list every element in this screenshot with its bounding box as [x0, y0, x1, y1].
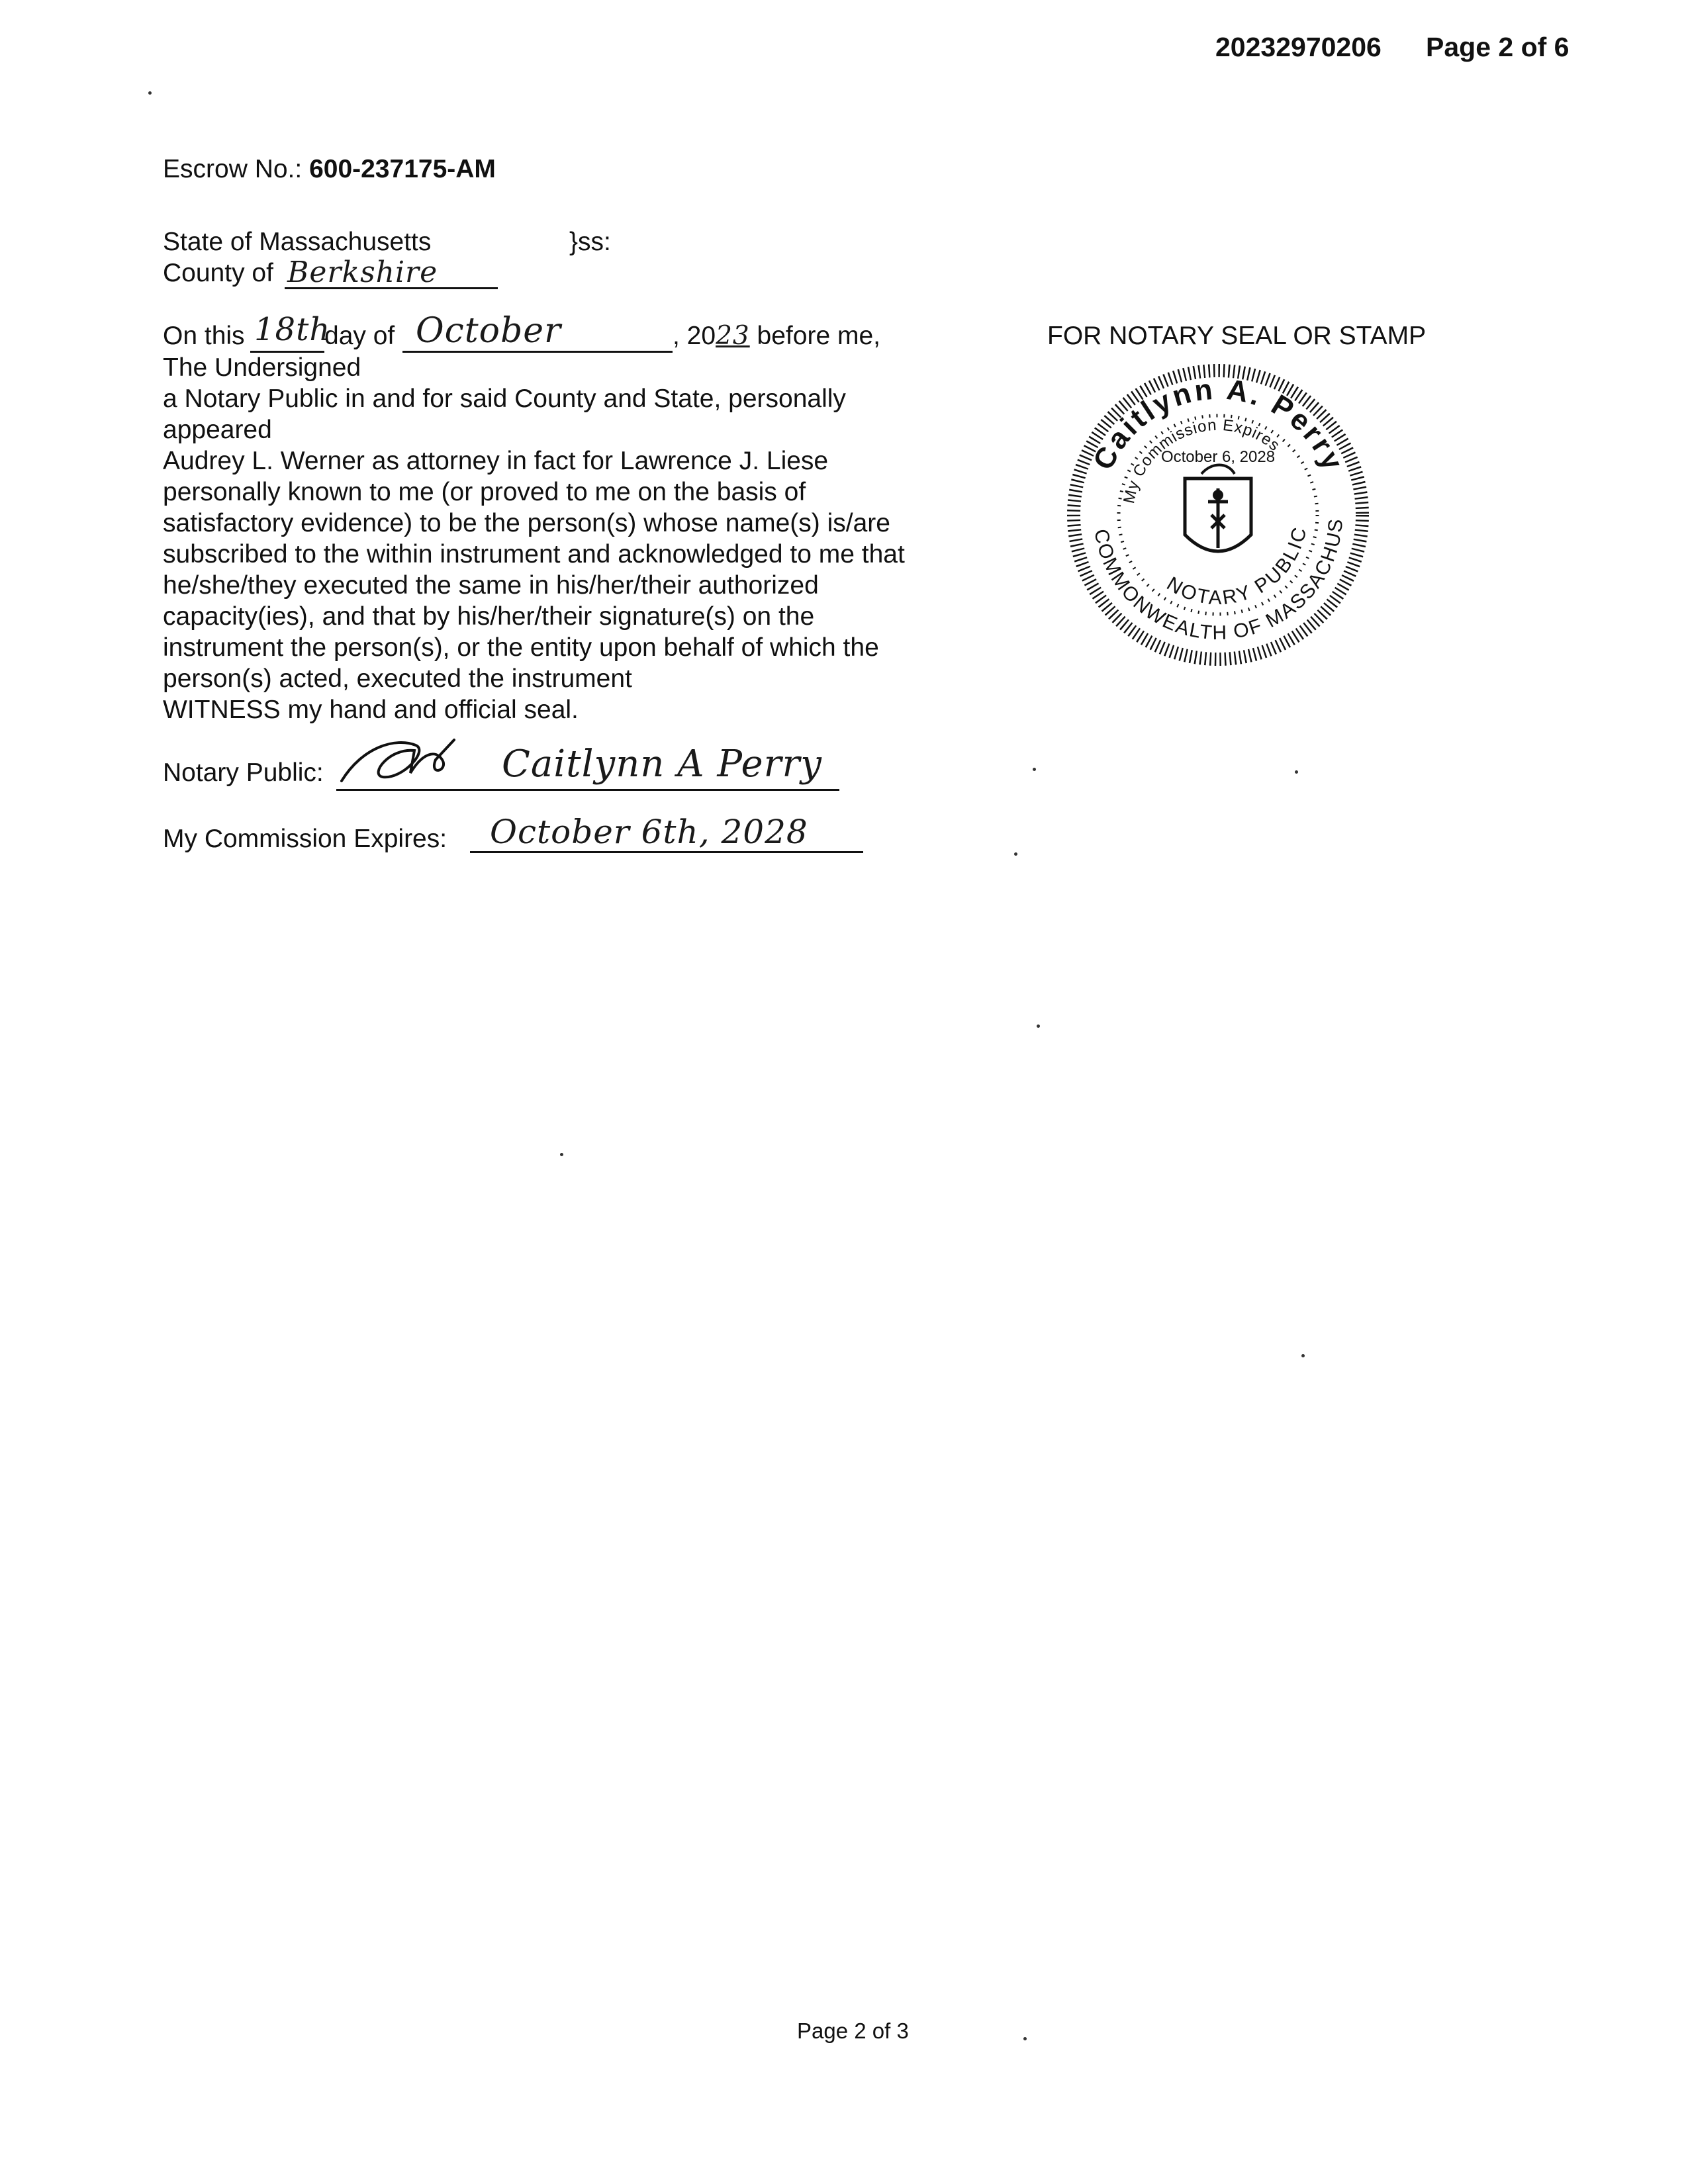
state-line: State of Massachusetts [163, 228, 432, 256]
escrow-line [163, 154, 496, 185]
scan-speck [1014, 852, 1017, 856]
notary-seal [1066, 363, 1370, 667]
notary-printed-name: Caitlynn A Perry [502, 743, 822, 786]
body-line: capacity(ies), and that by his/her/their signature(s) on the [163, 602, 815, 631]
county-field [285, 255, 498, 289]
seal-name-text: Caitlynn A. Perry [1086, 373, 1350, 477]
body-line: person(s) acted, executed the instrument [163, 664, 632, 693]
body-line: The Undersigned [163, 353, 361, 382]
footer-page-number: Page 2 of 3 [797, 2019, 909, 2043]
scan-speck [148, 91, 152, 95]
notary-seal-icon [1066, 363, 1370, 667]
body-line: a Notary Public in and for said County and State, personally [163, 385, 846, 413]
day-of-label: day of [324, 322, 395, 350]
year-prefix: , 20 [673, 322, 716, 350]
scan-speck [1295, 770, 1298, 774]
commission-expires-handwritten: October 6th, 2028 [490, 813, 808, 851]
scan-speck [1023, 2037, 1027, 2040]
seal-notary-public-text: NOTARY PUBLIC [1162, 523, 1311, 610]
month-handwritten: October [416, 311, 561, 351]
day-field [250, 311, 331, 353]
year-line [673, 320, 880, 351]
seal-commission-text: My Commission Expires [1120, 416, 1284, 506]
notary-public-label: Notary Public: [163, 758, 324, 787]
scan-speck [1033, 768, 1036, 771]
body-line: subscribed to the within instrument and acknowledged to me that [163, 540, 905, 569]
body-line: personally known to me (or proved to me on the basis of [163, 478, 806, 506]
body-line: appeared [163, 416, 272, 444]
body-line: instrument the person(s), or the entity upon behalf of which the [163, 633, 879, 662]
signature-scribble-icon [336, 733, 462, 789]
acknowledgment-body [163, 352, 905, 725]
day-handwritten: 18th [254, 311, 331, 348]
commission-expires-label: My Commission Expires: [163, 825, 447, 853]
scan-speck [1037, 1024, 1040, 1028]
body-line: satisfactory evidence) to be the person(s) whose name(s) is/are [163, 509, 890, 537]
year-handwritten: 23 [716, 321, 750, 351]
scan-speck [1301, 1354, 1305, 1357]
on-this-label: On this [163, 322, 245, 350]
body-line: WITNESS my hand and official seal. [163, 696, 579, 724]
seal-commonwealth-text: COMMONWEALTH OF MASSACHUS [1090, 517, 1348, 645]
recording-page-indicator: Page 2 of 6 [1426, 32, 1570, 62]
month-field [402, 311, 673, 353]
county-handwritten: Berkshire [287, 255, 438, 289]
recording-number: 20232970206 [1215, 32, 1382, 62]
county-label: County of [163, 259, 273, 287]
body-line: he/she/they executed the same in his/her/their authorized [163, 571, 819, 600]
commission-expires-field [470, 807, 863, 853]
before-me-label: before me, [757, 322, 880, 350]
notary-signature-field [336, 733, 839, 791]
body-line: Audrey L. Werner as attorney in fact for Lawrence J. Liese [163, 447, 829, 475]
seal-area-label: FOR NOTARY SEAL OR STAMP [1047, 322, 1427, 350]
scan-speck [560, 1153, 563, 1156]
seal-expiry-text: October 6, 2028 [1160, 448, 1276, 466]
ss-mark: }ss: [569, 228, 611, 256]
escrow-number: 600-237175-AM [309, 155, 496, 183]
escrow-label: Escrow No.: [163, 155, 303, 183]
